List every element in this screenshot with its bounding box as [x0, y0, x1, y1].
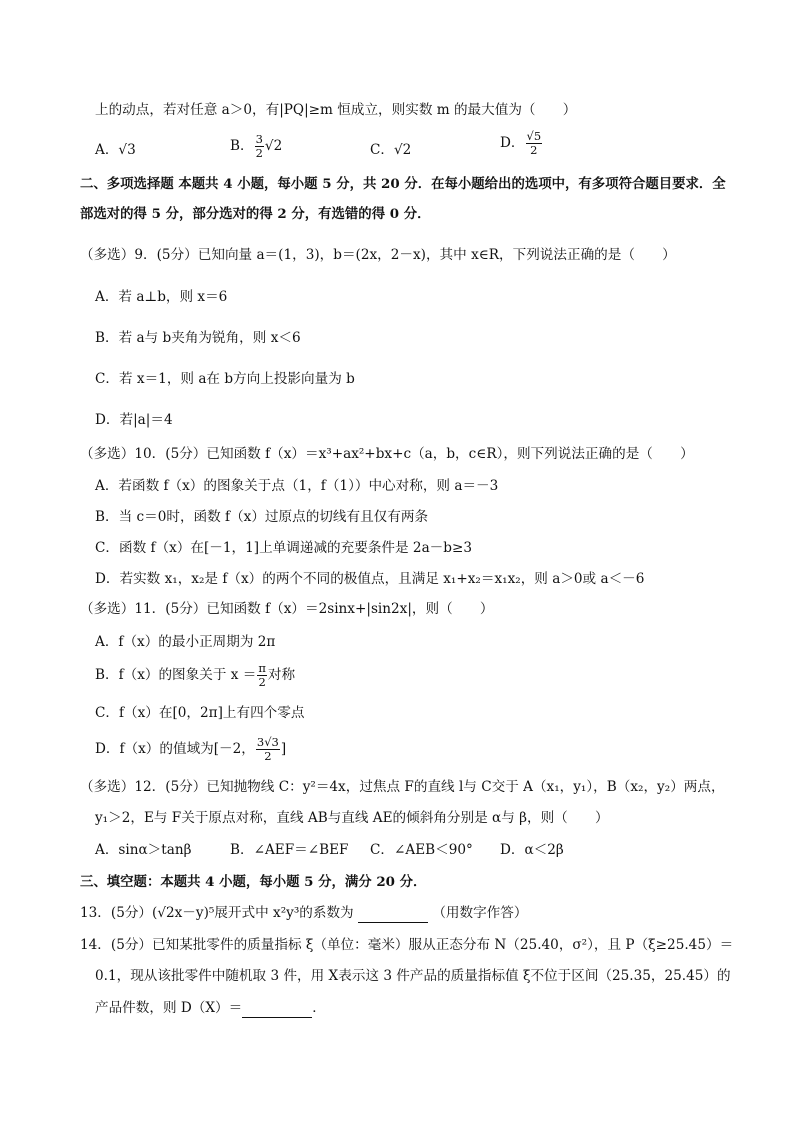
q12-option-d: D．α＜2β [500, 842, 564, 858]
section3-heading: 三、填空题：本题共 4 小题，每小题 5 分，满分 20 分． [80, 874, 427, 890]
q8-option-b-rad: √2 [264, 138, 283, 154]
q8-option-d-label: D． [500, 135, 525, 151]
q9-option-c: C．若 x＝1，则 a在 b方向上投影向量为 b [95, 371, 355, 387]
q11-option-d-frac: $\frac{3√3}{2}$ [256, 735, 279, 763]
q12-stem-line2: y₁＞2，E与 F关于原点对称，直线 AB与直线 AE的倾斜角分别是 α与 β，则（ ） [95, 810, 609, 826]
q14-stem-line3: 产品件数，则 D（X）＝ ． [95, 1000, 326, 1016]
section2-heading-line1: 二、多项选择题 本题共 4 小题，每小题 5 分，共 20 分．在每小题给出的选项中，有多项符合题目要求．全 [80, 176, 726, 192]
q8-option-b-label: B． [230, 138, 254, 154]
q14-stem-line1: 14．(5分）已知某批零件的质量指标 ξ（单位：毫米）服从正态分布 N（25.40，σ²），且 P（ξ≥25.45）＝ [80, 937, 734, 953]
q9-option-b: B．若 a与 b夹角为锐角，则 x＜6 [95, 330, 301, 346]
q9-option-a: A．若 a⊥b，则 x＝6 [95, 289, 228, 305]
q8-option-d-frac: $\frac{√5}{2}$ [526, 129, 542, 157]
q9-stem: （多选）9．(5分）已知向量 a＝(1，3)，b＝(2x，2－x)，其中 x∈R，下列说法正确的是（ ） [80, 247, 676, 263]
q8-option-c: C．√2 [370, 142, 412, 158]
q10-option-a: A．若函数 f（x）的图象关于点（1，f（1））中心对称，则 a＝－3 [95, 478, 499, 494]
q14-stem-line2: 0.1，现从该批零件中随机取 3 件，用 X表示这 3 件产品的质量指标值 ξ不位于区间（25.35，25.45）的 [95, 968, 731, 984]
q10-option-d: D．若实数 x₁，x₂是 f（x）的两个不同的极值点，且满足 x₁+x₂＝x₁x₂，则 a＞0或 a＜－6 [95, 571, 645, 587]
q13-answer-blank[interactable] [358, 908, 428, 923]
q8-option-b-frac: $\frac{3}{2}$ [255, 132, 263, 160]
q8-option-a: A．√3 [95, 142, 136, 158]
q11-option-b: B．f（x）的图象关于 x ＝ $\frac{\pi}{2}$ 对称 [95, 661, 296, 689]
q8-option-b [230, 133, 282, 160]
q11-option-c: C．f（x）在[0，2π]上有四个零点 [95, 705, 305, 721]
q8-stem-tail: 上的动点，若对任意 a＞0，有|PQ|≥m 恒成立，则实数 m 的最大值为（ ） [95, 102, 577, 118]
q12-stem-line1: （多选）12．(5分）已知抛物线 C：y²＝4x，过焦点 F的直线 l与 C交于 A（x₁，y₁），B（x₂，y₂）两点， [80, 779, 725, 795]
q10-stem: （多选）10．(5分）已知函数 f（x）＝x³+ax²+bx+c（a，b，c∈R），则下列说法正确的是（ ） [80, 446, 694, 462]
q12-option-b: B．∠AEF＝∠BEF [230, 842, 349, 858]
q9-option-d: D．若|a|＝4 [95, 412, 173, 428]
q11-option-a: A．f（x）的最小正周期为 2π [95, 634, 276, 650]
q12-option-c: C．∠AEB＜90° [370, 842, 473, 858]
q11-option-b-frac: $\frac{\pi}{2}$ [258, 661, 266, 689]
q10-option-b: B．当 c＝0时，函数 f（x）过原点的切线有且仅有两条 [95, 509, 429, 525]
q14-answer-blank[interactable] [242, 1003, 312, 1018]
q13-stem: 13．(5分）(√2x－y)⁵展开式中 x²y³的系数为 （用数字作答） [80, 905, 528, 921]
q10-option-c: C．函数 f（x）在[－1，1]上单调递减的充要条件是 2a－b≥3 [95, 540, 473, 556]
section2-heading-line2: 部选对的得 5 分，部分选对的得 2 分，有选错的得 0 分． [80, 206, 431, 222]
q8-option-d [500, 130, 543, 157]
q12-option-a: A．sinα＞tanβ [95, 842, 192, 858]
q11-option-d: D．f（x）的值域为[－2， $\frac{3√3}{2}$ ] [95, 735, 287, 763]
q11-stem: （多选）11．(5分）已知函数 f（x）＝2sinx+|sin2x|，则（ ） [80, 601, 494, 617]
